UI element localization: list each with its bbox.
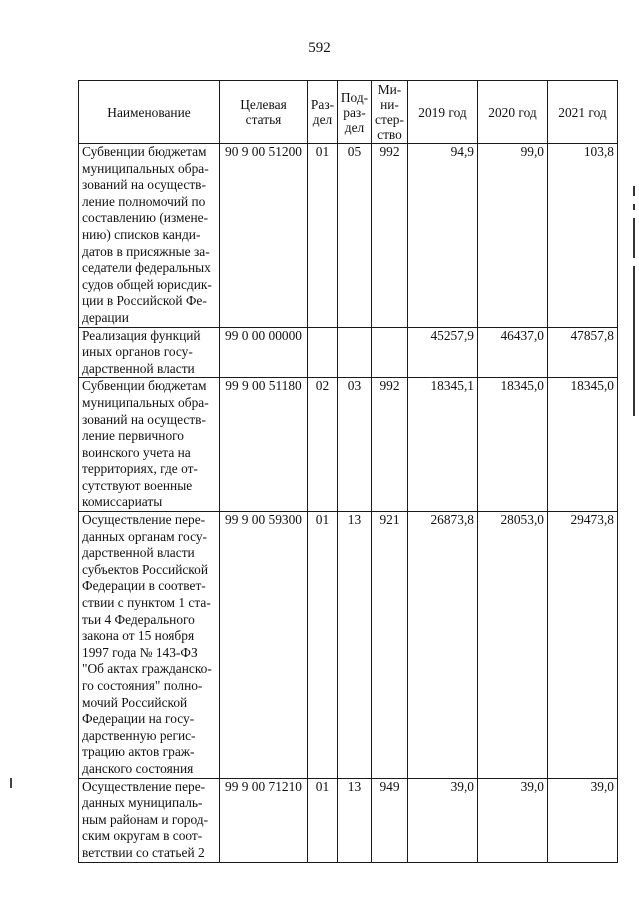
row-name-line: тьи 4 Федерального [82, 611, 195, 627]
row-name-line: дарственной власти [82, 360, 195, 376]
row-amount-2019: 39,0 [408, 778, 478, 862]
row-name [79, 327, 220, 378]
row-name [79, 378, 220, 512]
table-row [79, 144, 618, 328]
row-name-line: данных муниципаль- [82, 795, 203, 811]
row-name-line: Реализация функций [82, 327, 201, 343]
header-ministry [372, 81, 408, 144]
header-year-2020: 2020 год [478, 81, 548, 144]
row-name-line: ным районам и город- [82, 811, 209, 827]
row-ministry: 992 [372, 144, 408, 328]
row-amount-2019: 94,9 [408, 144, 478, 328]
row-amount-2020: 46437,0 [478, 327, 548, 378]
header-subsection-line: дел [344, 119, 365, 135]
row-name-line: Субвенции бюджетам [82, 378, 207, 394]
header-ministry-line: Ми- [377, 82, 402, 97]
header-ministry-line: ство [377, 127, 402, 142]
row-name-line: зований на осуществ- [82, 177, 206, 193]
row-subsection: 13 [338, 512, 372, 779]
row-name-line: данных органам госу- [82, 528, 207, 544]
row-amount-2020: 28053,0 [478, 512, 548, 779]
row-name-line: ление полномочий по [82, 193, 206, 209]
row-subsection: 13 [338, 778, 372, 862]
row-name-line: дерации [82, 309, 129, 325]
row-ministry [372, 327, 408, 378]
row-name-line: ветствии со статьей 2 [82, 844, 205, 860]
row-amount-2021: 39,0 [548, 778, 618, 862]
row-name-line: Субвенции бюджетам [82, 144, 207, 159]
row-name-line: судов общей юрисдик- [82, 276, 212, 292]
row-target-code: 99 0 00 00000 [220, 327, 308, 378]
header-name: Наименование [79, 81, 220, 144]
scan-edge-mark [633, 204, 635, 210]
row-name [79, 778, 220, 862]
row-name-line: сутствуют военные [82, 477, 193, 493]
row-section [308, 327, 338, 378]
row-name-line: трацию актов граж- [82, 744, 195, 760]
page-number: 592 [308, 40, 331, 56]
row-name-line: "Об актах гражданско- [82, 661, 212, 677]
row-name-line: иных органов госу- [82, 344, 193, 360]
header-ministry-line: стер- [375, 112, 404, 127]
header-subsection-line: раз- [343, 104, 366, 120]
row-section: 01 [308, 778, 338, 862]
header-subsection-line: Под- [340, 89, 369, 105]
scan-edge-mark [10, 778, 12, 788]
table-row [79, 512, 618, 779]
row-name-line: дарственную регис- [82, 727, 196, 743]
row-name-line: седатели федеральных [82, 260, 211, 276]
scan-edge-mark [633, 266, 635, 416]
row-name-line: ции в Российской Фе- [82, 293, 207, 309]
row-name-line: субъектов Российской [82, 561, 208, 577]
row-name-line: территориях, где от- [82, 461, 198, 477]
row-section: 02 [308, 378, 338, 512]
row-subsection: 03 [338, 378, 372, 512]
row-subsection [338, 327, 372, 378]
row-amount-2019: 45257,9 [408, 327, 478, 378]
row-amount-2020: 99,0 [478, 144, 548, 328]
row-target-code: 99 9 00 59300 [220, 512, 308, 779]
row-ministry: 949 [372, 778, 408, 862]
header-year-2019: 2019 год [408, 81, 478, 144]
table-row [79, 327, 618, 378]
row-name-line: воинского учета на [82, 444, 191, 460]
row-target-code: 99 9 00 51180 [220, 378, 308, 512]
table-row [79, 378, 618, 512]
row-name-line: составлению (измене- [82, 210, 209, 226]
row-amount-2019: 18345,1 [408, 378, 478, 512]
row-name-line: нию) списков канди- [82, 226, 201, 242]
row-target-code: 90 9 00 51200 [220, 144, 308, 328]
row-amount-2019: 26873,8 [408, 512, 478, 779]
scan-edge-mark [633, 218, 635, 258]
row-target-code: 99 9 00 71210 [220, 778, 308, 862]
row-name-line: комиссариаты [82, 494, 163, 510]
row-name-line: го состояния" полно- [82, 678, 203, 693]
row-section: 01 [308, 144, 338, 328]
row-name-line: 1997 года № 143-ФЗ [82, 644, 198, 660]
header-year-2021: 2021 год [548, 81, 618, 144]
row-amount-2020: 39,0 [478, 778, 548, 862]
header-section [308, 81, 338, 144]
header-section-line: Раз- [310, 97, 335, 112]
row-name-line: дарственной власти [82, 545, 195, 561]
scan-edge-mark [633, 186, 635, 196]
header-row [79, 81, 618, 144]
row-name-line: закона от 15 ноября [82, 628, 195, 644]
row-amount-2021: 18345,0 [548, 378, 618, 512]
budget-table [78, 80, 618, 863]
header-target [220, 81, 308, 144]
row-name-line: ление первичного [82, 428, 184, 444]
row-name-line: данского состояния [82, 760, 194, 776]
row-name-line: ствии с пунктом 1 ста- [82, 595, 211, 611]
header-subsection [338, 81, 372, 144]
row-amount-2021: 103,8 [548, 144, 618, 328]
row-name-line: Федерации в соответ- [82, 578, 206, 594]
row-amount-2021: 47857,8 [548, 327, 618, 378]
row-name-line: зований на осуществ- [82, 411, 206, 427]
row-name-line: ским округам в соот- [82, 828, 203, 844]
row-ministry: 992 [372, 378, 408, 512]
header-section-line: дел [312, 112, 333, 127]
header-ministry-line: ни- [380, 97, 399, 112]
row-name-line: Федерации на госу- [82, 711, 195, 727]
row-subsection: 05 [338, 144, 372, 328]
row-amount-2021: 29473,8 [548, 512, 618, 779]
row-ministry: 921 [372, 512, 408, 779]
row-name-line: муниципальных обра- [82, 394, 209, 410]
table-row [79, 778, 618, 862]
row-section: 01 [308, 512, 338, 779]
row-name-line: муниципальных обра- [82, 160, 209, 176]
row-name [79, 512, 220, 779]
row-name-line: Осуществление пере- [82, 512, 206, 528]
header-target-line: статья [245, 112, 282, 127]
row-name-line: Осуществление пере- [82, 778, 206, 794]
row-name-line: датов в присяжные за- [82, 243, 210, 259]
table-header [79, 81, 618, 144]
row-name-line: мочий Российской [82, 694, 188, 710]
table-body [79, 144, 618, 863]
row-name [79, 144, 220, 328]
header-target-line: Целевая [240, 97, 287, 112]
row-amount-2020: 18345,0 [478, 378, 548, 512]
